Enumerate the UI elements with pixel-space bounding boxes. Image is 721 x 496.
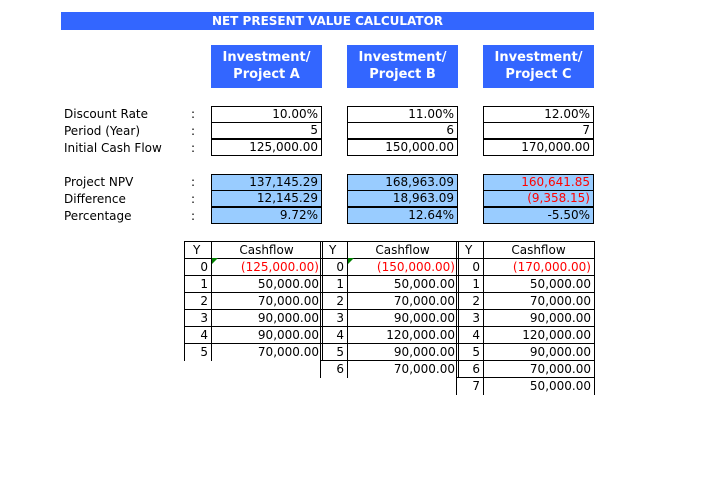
table-row <box>185 344 323 361</box>
project-b-header <box>347 45 458 88</box>
project-c-header-line2: Project C <box>505 67 572 82</box>
cashflow-cell[interactable]: 70,000.00 <box>484 293 595 310</box>
cashflow-cell[interactable]: 120,000.00 <box>348 327 459 344</box>
cashflow-cell[interactable]: 70,000.00 <box>212 293 323 310</box>
table-row <box>185 327 323 344</box>
table-row <box>321 310 459 327</box>
year-cell[interactable]: 2 <box>457 293 484 310</box>
cashflow-header-row <box>457 242 595 259</box>
project-a-header <box>211 45 322 88</box>
project-b-header-line2: Project B <box>369 67 436 82</box>
cashflow-header-row <box>321 242 459 259</box>
year-cell[interactable]: 2 <box>321 293 348 310</box>
project-b-percentage-cell[interactable]: 12.64% <box>347 207 458 224</box>
table-row <box>321 276 459 293</box>
cashflow-cell[interactable]: (150,000.00) <box>348 259 459 276</box>
year-cell[interactable]: 3 <box>321 310 348 327</box>
year-cell[interactable]: 4 <box>457 327 484 344</box>
table-row <box>457 327 595 344</box>
cashflow-column-header: Cashflow <box>212 242 323 259</box>
year-cell[interactable]: 3 <box>457 310 484 327</box>
project-c-cashflow-table <box>456 241 595 395</box>
year-cell[interactable]: 6 <box>457 361 484 378</box>
project-c-period-cell[interactable]: 7 <box>483 122 594 139</box>
cashflow-cell[interactable]: 90,000.00 <box>348 310 459 327</box>
cashflow-cell[interactable]: (170,000.00) <box>484 259 595 276</box>
year-cell[interactable]: 5 <box>321 344 348 361</box>
colon: : <box>190 107 196 121</box>
year-cell[interactable]: 7 <box>457 378 484 395</box>
table-row <box>321 361 459 378</box>
colon: : <box>190 141 196 155</box>
cashflow-cell[interactable]: 70,000.00 <box>348 293 459 310</box>
colon: : <box>190 175 196 189</box>
cashflow-cell[interactable]: 90,000.00 <box>348 344 459 361</box>
project-b-difference-cell[interactable]: 18,963.09 <box>347 190 458 207</box>
label-period: Period (Year) <box>64 124 141 138</box>
cashflow-cell[interactable]: 70,000.00 <box>348 361 459 378</box>
label-project-npv: Project NPV <box>64 175 134 189</box>
year-cell[interactable]: 3 <box>185 310 212 327</box>
year-column-header: Y <box>457 242 484 259</box>
cashflow-cell[interactable]: 90,000.00 <box>484 344 595 361</box>
project-a-period-cell[interactable]: 5 <box>211 122 322 139</box>
table-row <box>185 276 323 293</box>
cashflow-cell[interactable]: 120,000.00 <box>484 327 595 344</box>
table-row <box>457 293 595 310</box>
colon: : <box>190 192 196 206</box>
table-row <box>457 361 595 378</box>
cashflow-column-header: Cashflow <box>484 242 595 259</box>
project-c-difference-cell[interactable]: (9,358.15) <box>483 190 594 207</box>
project-a-percentage-cell[interactable]: 9.72% <box>211 207 322 224</box>
project-b-cashflow-table <box>320 241 459 378</box>
table-row <box>185 293 323 310</box>
colon: : <box>190 124 196 138</box>
year-cell[interactable]: 1 <box>457 276 484 293</box>
table-row <box>185 310 323 327</box>
cashflow-cell[interactable]: 70,000.00 <box>484 361 595 378</box>
year-cell[interactable]: 4 <box>321 327 348 344</box>
year-cell[interactable]: 0 <box>185 259 212 276</box>
project-b-header-line1: Investment/ <box>358 50 447 65</box>
year-cell[interactable]: 0 <box>457 259 484 276</box>
year-cell[interactable]: 2 <box>185 293 212 310</box>
table-row <box>321 259 459 276</box>
project-a-initial-cash-flow-cell[interactable]: 125,000.00 <box>211 139 322 156</box>
project-a-difference-cell[interactable]: 12,145.29 <box>211 190 322 207</box>
table-row <box>321 293 459 310</box>
cashflow-cell[interactable]: (125,000.00) <box>212 259 323 276</box>
year-column-header: Y <box>321 242 348 259</box>
cashflow-cell[interactable]: 50,000.00 <box>212 276 323 293</box>
table-row <box>457 276 595 293</box>
project-a-npv-cell[interactable]: 137,145.29 <box>211 174 322 191</box>
year-cell[interactable]: 5 <box>185 344 212 361</box>
project-c-percentage-cell[interactable]: -5.50% <box>483 207 594 224</box>
project-c-header <box>483 45 594 88</box>
year-cell[interactable]: 4 <box>185 327 212 344</box>
page-title: NET PRESENT VALUE CALCULATOR <box>61 12 594 30</box>
cashflow-cell[interactable]: 70,000.00 <box>212 344 323 361</box>
cashflow-cell[interactable]: 50,000.00 <box>484 378 595 395</box>
colon: : <box>190 209 196 223</box>
project-c-header-line1: Investment/ <box>494 50 583 65</box>
cashflow-cell[interactable]: 50,000.00 <box>348 276 459 293</box>
table-row <box>321 327 459 344</box>
year-cell[interactable]: 6 <box>321 361 348 378</box>
year-cell[interactable]: 5 <box>457 344 484 361</box>
project-b-initial-cash-flow-cell[interactable]: 150,000.00 <box>347 139 458 156</box>
table-row <box>321 344 459 361</box>
project-b-npv-cell[interactable]: 168,963.09 <box>347 174 458 191</box>
table-row <box>457 344 595 361</box>
label-difference: Difference <box>64 192 126 206</box>
cashflow-cell[interactable]: 90,000.00 <box>484 310 595 327</box>
cell-comment-marker <box>348 258 354 264</box>
year-cell[interactable]: 1 <box>321 276 348 293</box>
project-b-discount-rate-cell[interactable]: 11.00% <box>347 106 458 123</box>
project-a-header-line2: Project A <box>233 67 300 82</box>
project-c-discount-rate-cell[interactable]: 12.00% <box>483 106 594 123</box>
label-discount-rate: Discount Rate <box>64 107 149 121</box>
cashflow-cell[interactable]: 50,000.00 <box>484 276 595 293</box>
project-c-initial-cash-flow-cell[interactable]: 170,000.00 <box>483 139 594 156</box>
table-row <box>457 378 595 395</box>
project-a-discount-rate-cell[interactable]: 10.00% <box>211 106 322 123</box>
table-row <box>185 259 323 276</box>
year-cell[interactable]: 0 <box>321 259 348 276</box>
project-c-npv-cell[interactable]: 160,641.85 <box>483 174 594 191</box>
cashflow-cell[interactable]: 90,000.00 <box>212 327 323 344</box>
cashflow-cell[interactable]: 90,000.00 <box>212 310 323 327</box>
label-initial-cash-flow: Initial Cash Flow <box>64 141 162 155</box>
cashflow-header-row <box>185 242 323 259</box>
table-row <box>457 310 595 327</box>
cell-comment-marker <box>212 258 218 264</box>
project-a-header-line1: Investment/ <box>222 50 311 65</box>
project-a-cashflow-table <box>184 241 323 361</box>
project-b-period-cell[interactable]: 6 <box>347 122 458 139</box>
year-cell[interactable]: 1 <box>185 276 212 293</box>
label-percentage: Percentage <box>64 209 132 223</box>
table-row <box>457 259 595 276</box>
cashflow-column-header: Cashflow <box>348 242 459 259</box>
year-column-header: Y <box>185 242 212 259</box>
